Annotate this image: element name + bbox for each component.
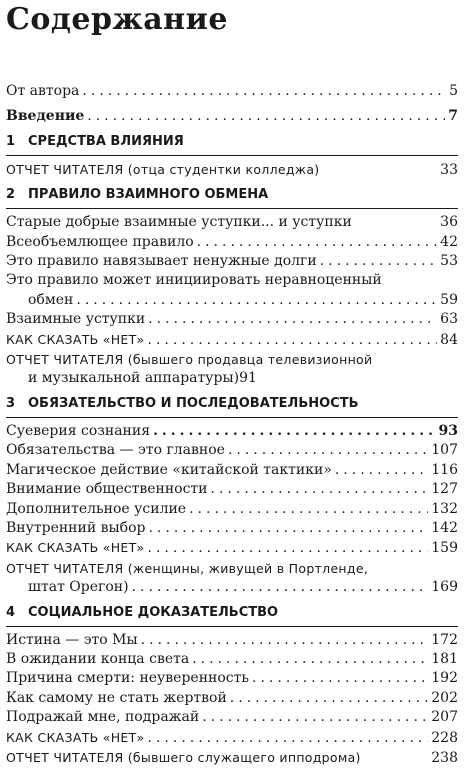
toc-entry-text: Внутренний выбор: [6, 519, 146, 536]
dot-leader: [87, 107, 445, 126]
toc-entry[interactable]: [6, 82, 458, 101]
toc-entry-text: обмен: [28, 291, 74, 308]
toc-entry-text: ОТЧЕТ ЧИТАТЕЛЯ (бывшего служащего ипподрома): [6, 749, 361, 765]
toc-page-number: 36: [440, 214, 458, 231]
toc-entry[interactable]: [6, 310, 458, 329]
toc-entry[interactable]: [6, 689, 458, 708]
toc-entry-text: Введение: [6, 108, 85, 125]
toc-page-number: 207: [431, 709, 458, 726]
toc-entry-text: и музыкальной аппаратуры): [28, 370, 240, 387]
toc-page-number: 132: [431, 500, 458, 517]
toc-entry-continuation[interactable]: [6, 291, 458, 310]
chapter-title: ОБЯЗАТЕЛЬСТВО И ПОСЛЕДОВАТЕЛЬНОСТЬ: [28, 395, 359, 411]
toc-page-number: 33: [440, 161, 458, 178]
toc-entry-text: штат Орегон): [28, 579, 129, 596]
dot-leader: [192, 650, 428, 669]
dot-leader: [252, 669, 428, 688]
dot-leader: [148, 310, 437, 329]
toc-entry[interactable]: [6, 461, 458, 480]
dot-leader: [141, 631, 429, 650]
chapter-title: СРЕДСТВА ВЛИЯНИЯ: [28, 133, 184, 149]
toc-entry-text: От автора: [6, 83, 80, 99]
toc-entry[interactable]: [6, 480, 458, 499]
chapter-heading: [6, 132, 458, 156]
dot-leader: [228, 441, 428, 460]
dot-leader: [230, 689, 428, 708]
toc-entry[interactable]: [6, 330, 458, 350]
toc-entry[interactable]: [6, 748, 458, 768]
toc-entry-text: Это правило может инициировать неравноценный: [6, 272, 382, 289]
dot-leader: [82, 82, 446, 101]
chapter-number: 1: [6, 133, 16, 149]
table-of-contents: [6, 82, 458, 768]
toc-entry-continuation[interactable]: [6, 578, 458, 597]
toc-entry-text: Старые добрые взаимные уступки... и уступки: [6, 214, 352, 231]
toc-entry-text: Обязательства — это главное: [6, 442, 225, 459]
chapter-title: ПРАВИЛО ВЗАИМНОГО ОБМЕНА: [28, 187, 269, 203]
toc-entry-text: Дополнительное усилие: [6, 500, 187, 517]
toc-entry-text: КАК СКАЗАТЬ «НЕТ»: [6, 540, 145, 556]
dot-leader: [320, 252, 437, 271]
toc-entry[interactable]: [6, 350, 458, 369]
toc-entry[interactable]: [6, 708, 458, 727]
toc-entry[interactable]: [6, 422, 458, 441]
chapter-heading: [6, 185, 458, 209]
toc-page-number: 63: [440, 311, 458, 328]
toc-page-number: 5: [449, 83, 458, 99]
toc-entry-text: Взаимные уступки: [6, 311, 146, 328]
toc-entry[interactable]: [6, 271, 458, 290]
toc-page-number: 127: [431, 481, 458, 498]
toc-entry[interactable]: [6, 631, 458, 650]
toc-entry-text: КАК СКАЗАТЬ «НЕТ»: [6, 331, 145, 347]
toc-entry-text: Это правило навязывает ненужные долги: [6, 253, 317, 270]
toc-entry-text: ОТЧЕТ ЧИТАТЕЛЯ (женщины, живущей в Портленде,: [6, 560, 369, 576]
toc-page-number: 238: [431, 749, 458, 766]
dot-leader: [148, 729, 429, 748]
chapter-title: СОЦИАЛЬНОЕ ДОКАЗАТЕЛЬСТВО: [28, 604, 279, 620]
toc-page-number: 116: [431, 461, 458, 478]
toc-entry-text: В ожидании конца света: [6, 650, 190, 667]
toc-entry-text: Магическое действие «китайской тактики»: [6, 461, 332, 478]
toc-entry[interactable]: [6, 441, 458, 460]
toc-entry[interactable]: [6, 650, 458, 669]
toc-page-number: 53: [440, 253, 458, 270]
toc-page-number: 172: [431, 631, 458, 648]
dot-leader: [76, 291, 437, 310]
toc-entry-text: Суеверия сознания: [6, 422, 151, 439]
toc-entry-text: ОТЧЕТ ЧИТАТЕЛЯ (отца студентки колледжа): [6, 161, 320, 177]
toc-page-number: 169: [431, 579, 458, 596]
toc-entry[interactable]: [6, 728, 458, 748]
toc-entry-text: Истина — это Мы: [6, 631, 138, 648]
toc-entry[interactable]: [6, 107, 458, 126]
toc-page-number: 107: [431, 442, 458, 459]
toc-entry[interactable]: [6, 559, 458, 578]
toc-page-number: 202: [431, 689, 458, 706]
toc-page-number: 42: [440, 233, 458, 250]
toc-page-number: 59: [440, 291, 458, 308]
toc-entry-text: КАК СКАЗАТЬ «НЕТ»: [6, 729, 145, 745]
toc-page-number: 181: [431, 650, 458, 667]
toc-entry[interactable]: [6, 500, 458, 519]
toc-entry[interactable]: [6, 213, 458, 232]
toc-entry[interactable]: [6, 160, 458, 180]
toc-entry-continuation[interactable]: [6, 369, 458, 388]
chapter-heading: [6, 394, 458, 418]
page-title: Содержание: [6, 2, 228, 37]
toc-page-number: 228: [431, 729, 458, 746]
chapter-heading: [6, 603, 458, 627]
dot-leader: [148, 519, 428, 538]
toc-entry[interactable]: [6, 519, 458, 538]
dot-leader: [153, 422, 435, 441]
toc-page-number: 159: [431, 540, 458, 557]
toc-entry-text: Внимание общественности: [6, 481, 208, 498]
dot-leader: [211, 480, 429, 499]
dot-leader: [148, 539, 429, 558]
toc-page-number: 93: [438, 422, 458, 439]
dot-leader: [202, 708, 428, 727]
toc-entry[interactable]: [6, 233, 458, 252]
toc-entry-text: Как самому не стать жертвой: [6, 689, 227, 706]
dot-leader: [335, 461, 428, 480]
toc-entry[interactable]: [6, 538, 458, 558]
chapter-number: 2: [6, 187, 16, 203]
toc-page-number: 91: [239, 370, 257, 387]
toc-entry-text: Всеобъемлющее правило: [6, 233, 194, 250]
dot-leader: [189, 500, 428, 519]
chapter-number: 3: [6, 395, 16, 411]
toc-entry[interactable]: [6, 669, 458, 688]
dot-leader: [148, 331, 438, 350]
toc-entry-text: Причина смерти: неуверенность: [6, 670, 250, 687]
chapter-number: 4: [6, 604, 16, 620]
toc-entry-text: ОТЧЕТ ЧИТАТЕЛЯ (бывшего продавца телевизионной: [6, 352, 373, 368]
toc-page-number: 192: [431, 670, 458, 687]
toc-entry-text: Подражай мне, подражай: [6, 709, 200, 726]
dot-leader: [132, 578, 429, 597]
toc-entry[interactable]: [6, 252, 458, 271]
toc-page-number: 142: [431, 519, 458, 536]
dot-leader: [197, 233, 438, 252]
toc-page-number: 84: [440, 331, 458, 348]
toc-page-number: 7: [448, 108, 458, 125]
